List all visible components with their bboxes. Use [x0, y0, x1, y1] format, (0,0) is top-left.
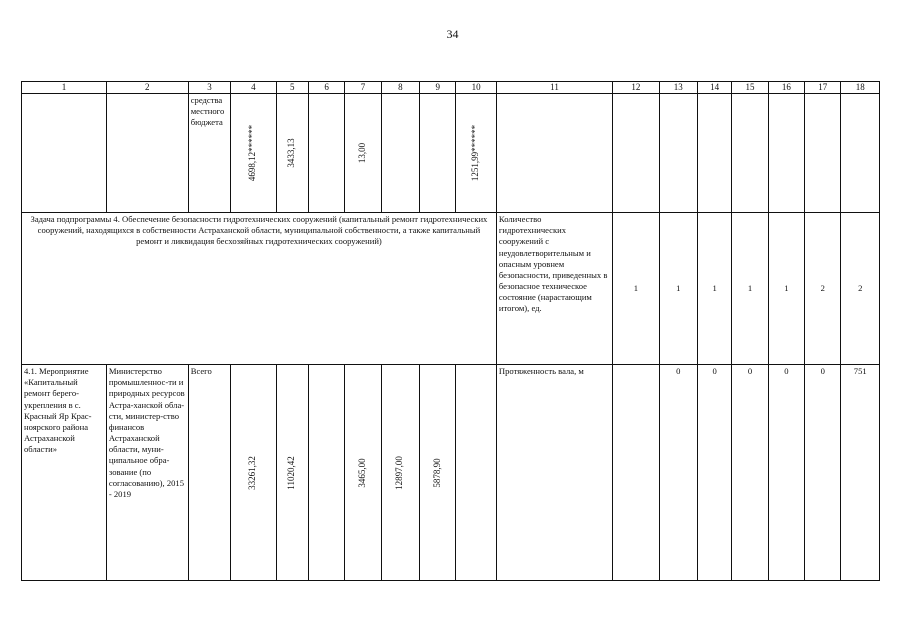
indicator-value: 1: [613, 213, 659, 365]
table-cell-vertical: [276, 94, 308, 213]
indicator-value: 2: [805, 213, 841, 365]
col-header: 15: [732, 82, 768, 94]
table-cell: [496, 94, 612, 213]
table-cell: [456, 365, 496, 581]
value-c9: 5878,90: [431, 457, 442, 488]
indicator-text: Количество гидротехнических сооружений с неудовлетворительным и опасным уровнем безопасности, приведенных в безопасное техническое состояние (нарастающим итогом), ед.: [496, 213, 612, 365]
table-cell-vertical: [231, 365, 276, 581]
table-cell: [768, 94, 804, 213]
col-header: 8: [381, 82, 419, 94]
col-header: 6: [308, 82, 344, 94]
measure-name: 4.1. Мероприятие «Капитальный ремонт берего-укрепления в с. Красный Яр Крас-ноярского района Астраханской области»: [22, 365, 107, 581]
value-c5: 3433,13: [286, 138, 297, 168]
table-cell-vertical: [345, 365, 381, 581]
col-header: 3: [188, 82, 230, 94]
value-c7: 3465,00: [357, 457, 368, 488]
value-c7: 13,00: [357, 142, 368, 164]
column-number-row: [22, 82, 880, 94]
value-c10: 1251,99******: [470, 124, 481, 182]
col-header: 10: [456, 82, 496, 94]
col-header: 12: [613, 82, 659, 94]
indicator-value: 751: [841, 365, 880, 581]
table-cell: [308, 365, 344, 581]
value-c8: 12897,00: [394, 455, 405, 490]
task-description: Задача подпрограммы 4. Обеспечение безопасности гидротехнических сооружений (капитальный ремонт гидротехнических сооружений, находящихся в собственности Астраханской области, муниципальной собственности, а также капитальный ремонт и ликвидация бесхозяйных гидротехнических сооружений): [22, 213, 497, 365]
table-cell: [308, 94, 344, 213]
table-cell: [613, 365, 659, 581]
table-cell: [805, 94, 841, 213]
table-cell-vertical: [231, 94, 276, 213]
indicator-value: 0: [732, 365, 768, 581]
indicator-value: 0: [768, 365, 804, 581]
table-cell: [22, 94, 107, 213]
indicator-value: 1: [697, 213, 731, 365]
value-c4: 4698,12******: [247, 124, 258, 182]
table-cell: [697, 94, 731, 213]
table-cell: [841, 94, 880, 213]
indicator-value: 1: [768, 213, 804, 365]
program-table: [21, 81, 880, 581]
col-header: 4: [231, 82, 276, 94]
col-header: 1: [22, 82, 107, 94]
table-cell-vertical: [345, 94, 381, 213]
col-header: 18: [841, 82, 880, 94]
table-cell: [381, 94, 419, 213]
indicator-text: Протяженность вала, м: [496, 365, 612, 581]
table-row-local-budget: [22, 94, 880, 213]
indicator-value: 1: [732, 213, 768, 365]
value-c5: 11020,42: [286, 455, 297, 490]
executor: Министерство промышленнос-ти и природных ресурсов Астра-ханской обла-сти, министер-ство финансов Астраханской области, муни-ципальное обра-зование (по согласованию), 2015 - 2019: [106, 365, 188, 581]
indicator-value: 0: [697, 365, 731, 581]
col-header: 7: [345, 82, 381, 94]
indicator-value: 2: [841, 213, 880, 365]
col-header: 14: [697, 82, 731, 94]
value-c4: 33261,32: [247, 455, 258, 490]
col-header: 16: [768, 82, 804, 94]
indicator-value: 1: [659, 213, 697, 365]
col-header: 2: [106, 82, 188, 94]
indicator-value: 0: [805, 365, 841, 581]
table-cell: [420, 94, 456, 213]
table-cell: [659, 94, 697, 213]
funding-source: Всего: [188, 365, 230, 581]
table-cell-vertical: [420, 365, 456, 581]
col-header: 17: [805, 82, 841, 94]
col-header: 9: [420, 82, 456, 94]
page-number: 34: [446, 27, 459, 41]
table-cell-vertical: [456, 94, 496, 213]
col-header: 13: [659, 82, 697, 94]
indicator-value: 0: [659, 365, 697, 581]
table-cell: [106, 94, 188, 213]
col-header: 5: [276, 82, 308, 94]
table-cell: [613, 94, 659, 213]
table-row-task: [22, 213, 880, 365]
funding-source: средства местного бюджета: [188, 94, 230, 213]
table-cell: [732, 94, 768, 213]
table-cell-vertical: [276, 365, 308, 581]
table-row-measure: [22, 365, 880, 581]
col-header: 11: [496, 82, 612, 94]
table-cell-vertical: [381, 365, 419, 581]
